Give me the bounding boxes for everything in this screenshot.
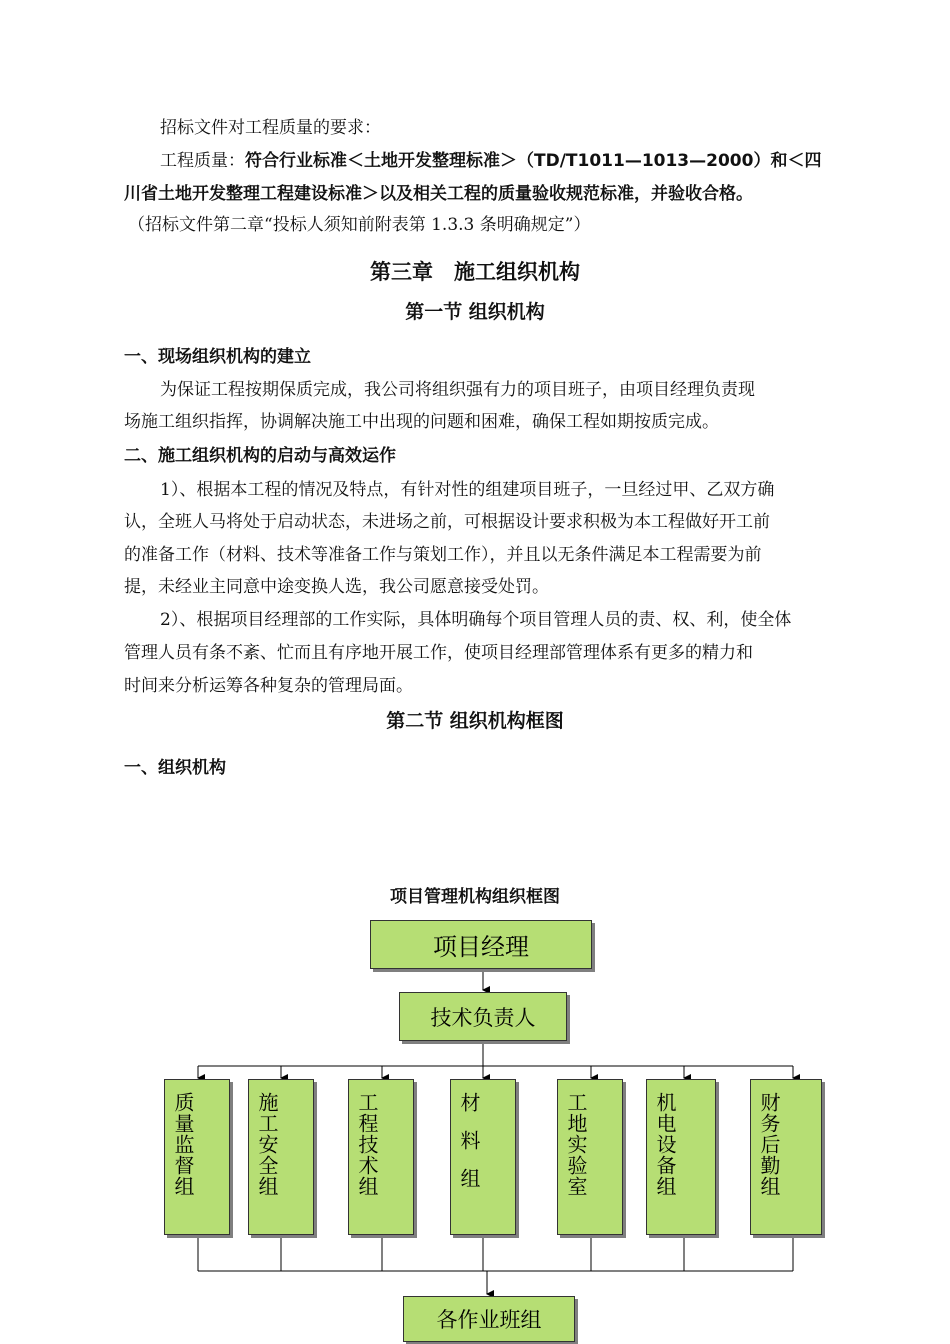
group-box-engineering: [348, 1079, 414, 1235]
project-manager-label: 项目经理: [433, 933, 529, 961]
section2-sub1-title: 一、组织机构: [124, 758, 226, 778]
technical-lead-box: [399, 992, 567, 1041]
section2-title: 第二节 组织机构框图: [386, 710, 564, 732]
work-teams-label: 各作业班组: [436, 1308, 542, 1332]
group-label: 机电设备组: [653, 1092, 677, 1197]
intro-line-1: 招标文件对工程质量的要求：: [160, 118, 381, 138]
sub2-para1-line-1: 1）、根据本工程的情况及特点，有针对性的组建项目班子，一旦经过甲、乙双方确: [160, 480, 775, 500]
quality-label: 工程质量：: [160, 151, 245, 171]
group-box-quality: [164, 1079, 230, 1235]
work-teams-box: [403, 1296, 575, 1342]
sub1-para-line-2: 场施工组织指挥，协调解决施工中出现的问题和困难，确保工程如期按质完成。: [124, 412, 719, 432]
group-label: 材料组: [457, 1092, 481, 1206]
sub2-para2-line-3: 时间来分析运筹各种复杂的管理局面。: [124, 676, 413, 696]
group-box-lab: [557, 1079, 623, 1235]
quality-standard: 符合行业标准＜土地开发整理标准＞（TD/T1011—1013—2000）和＜四: [245, 151, 822, 171]
group-box-finance: [750, 1079, 822, 1235]
sub2-para1-line-2: 认，全班人马将处于启动状态，未进场之前，可根据设计要求积极为本工程做好开工前: [124, 512, 770, 532]
group-box-equipment: [646, 1079, 716, 1235]
group-label: 工地实验室: [564, 1092, 588, 1197]
group-label: 财务后勤组: [757, 1092, 781, 1197]
sub1-para-line-1: 为保证工程按期保质完成，我公司将组织强有力的项目班子，由项目经理负责现: [160, 380, 755, 400]
sub2-para2-line-2: 管理人员有条不紊、忙而且有序地开展工作，使项目经理部管理体系有更多的精力和: [124, 643, 753, 663]
group-box-safety: [248, 1079, 314, 1235]
sub2-title: 二、施工组织机构的启动与高效运作: [124, 446, 396, 466]
sub2-para2-line-1: 2）、根据项目经理部的工作实际，具体明确每个项目管理人员的责、权、利，使全体: [160, 610, 792, 630]
project-manager-box: [370, 920, 592, 969]
group-label: 工程技术组: [355, 1092, 379, 1197]
intro-line-4: （招标文件第二章“投标人须知前附表第 1.3.3 条明确规定”）: [128, 215, 591, 235]
group-box-materials: [450, 1079, 516, 1235]
sub1-title: 一、现场组织机构的建立: [124, 347, 311, 367]
sub2-para1-line-4: 提，未经业主同意中途变换人选，我公司愿意接受处罚。: [124, 577, 549, 597]
org-chart-title: 项目管理机构组织框图: [390, 887, 560, 907]
section1-title: 第一节 组织机构: [405, 301, 545, 323]
chapter-title: 第三章 施工组织机构: [370, 260, 580, 284]
technical-lead-label: 技术负责人: [430, 1005, 536, 1030]
group-label: 质量监督组: [171, 1092, 195, 1197]
group-label: 施工安全组: [255, 1092, 279, 1197]
intro-line-3: 川省土地开发整理工程建设标准＞以及相关工程的质量验收规范标准，并验收合格。: [124, 184, 753, 204]
sub2-para1-line-3: 的准备工作（材料、技术等准备工作与策划工作），并且以无条件满足本工程需要为前: [124, 545, 762, 565]
